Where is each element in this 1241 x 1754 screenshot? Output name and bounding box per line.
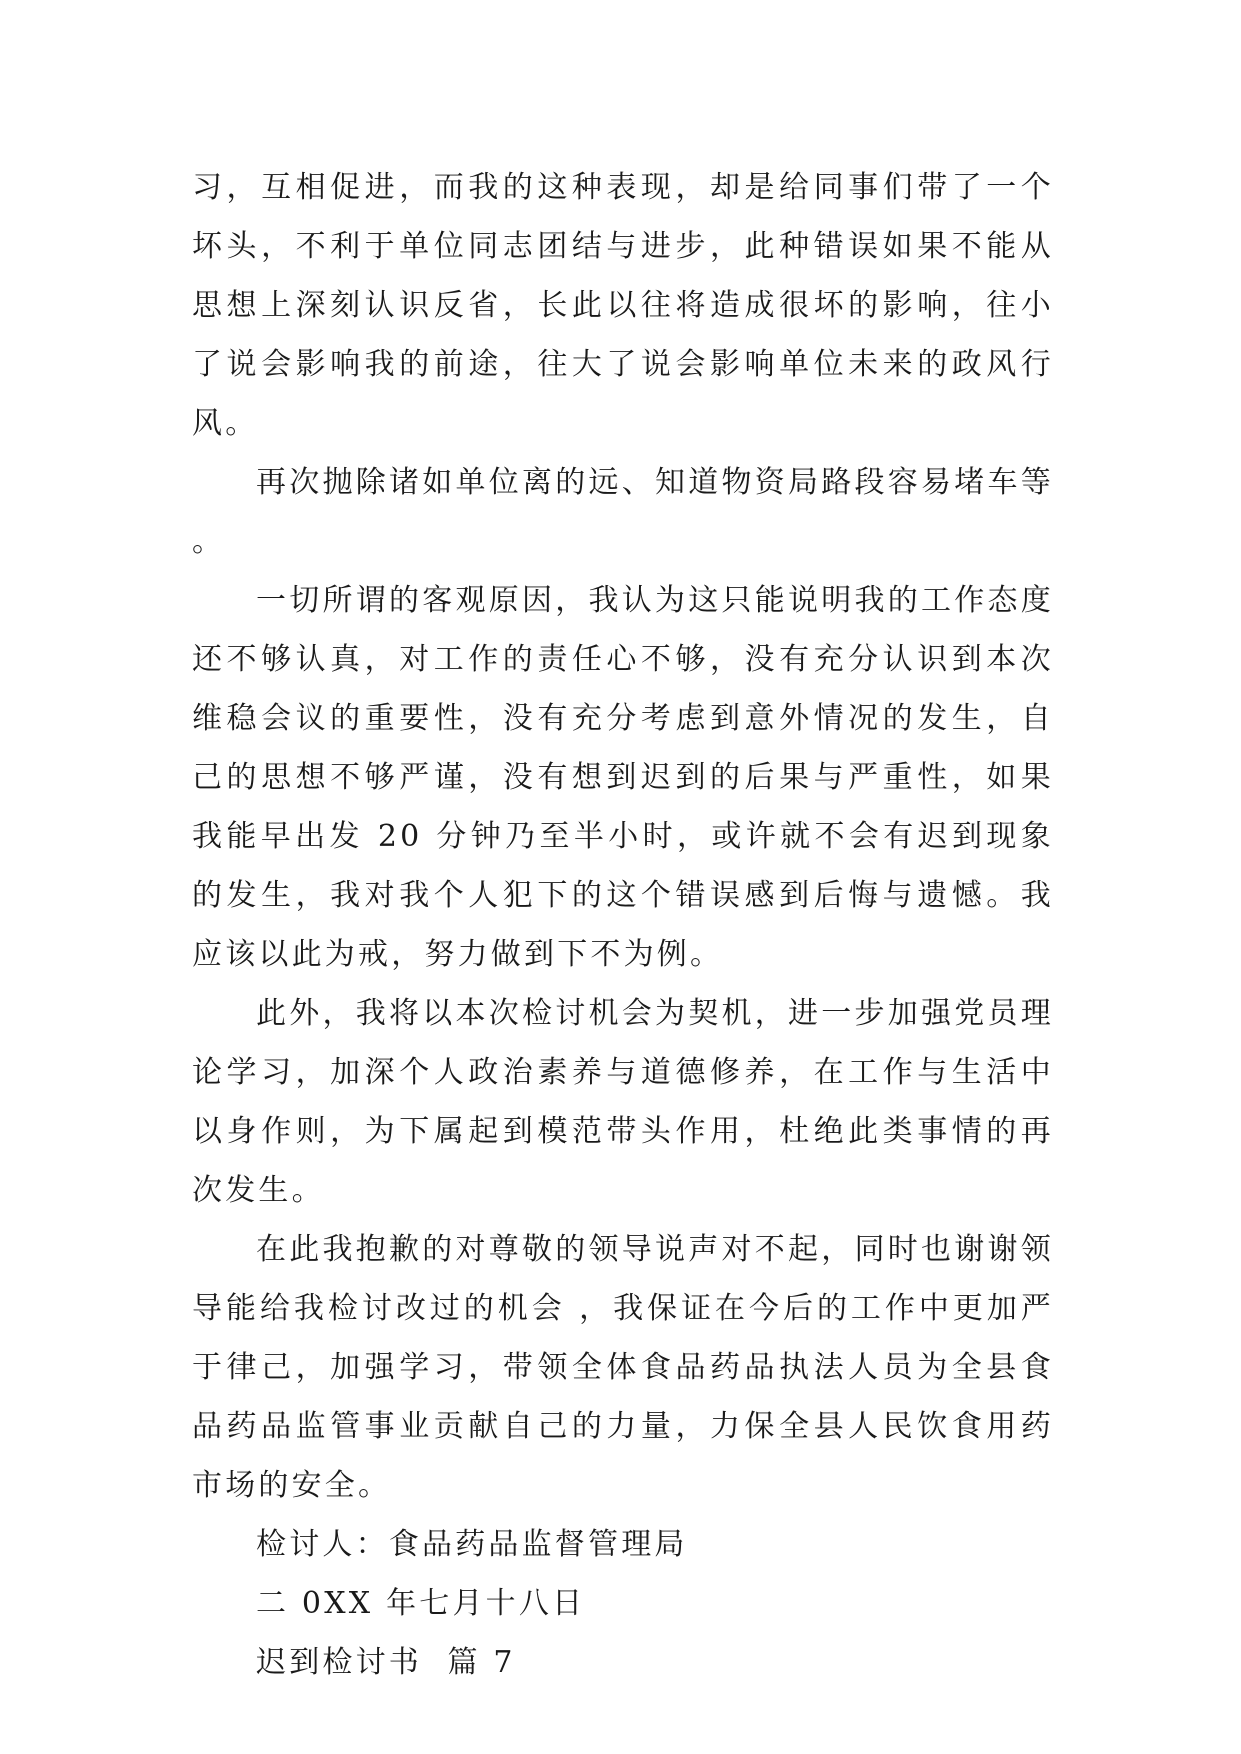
document-body <box>192 158 1054 1692</box>
paragraph-excuses: 再次抛除诸如单位离的远、知道物资局路段容易堵车等。 <box>192 465 1054 559</box>
paragraph-apology: 在此我抱歉的对尊敬的领导说声对不起，同时也谢谢领导能给我检讨改过的机会 ，我保证在今后的工作中更加严于律己，加强学习，带领全体食品药品执法人员为全县食品药品监管事业贡献自己的力量，力保全县人民饮食用药市场的安全。 <box>192 1232 1054 1503</box>
signature-line: 检讨人：食品药品监督管理局 <box>256 1527 688 1562</box>
date-line: 二 0XX 年七月十八日 <box>256 1586 586 1621</box>
next-section-heading: 迟到检讨书 篇 7 <box>256 1645 516 1680</box>
paragraph-continuation: 习，互相促进，而我的这种表现，却是给同事们带了一个坏头，不利于单位同志团结与进步，此种错误如果不能从思想上深刻认识反省，长此以往将造成很坏的影响，往小了说会影响我的前途，往大了说会影响单位未来的政风行风。 <box>192 170 1054 441</box>
paragraph-commitment: 此外，我将以本次检讨机会为契机，进一步加强党员理论学习，加深个人政治素养与道德修养，在工作与生活中以身作则，为下属起到模范带头作用，杜绝此类事情的再次发生。 <box>192 996 1054 1208</box>
paragraph-reflection: 一切所谓的客观原因，我认为这只能说明我的工作态度还不够认真，对工作的责任心不够，没有充分认识到本次维稳会议的重要性，没有充分考虑到意外情况的发生，自己的思想不够严谨，没有想到迟到的后果与严重性，如果我能早出发 20 分钟乃至半小时，或许就不会有迟到现象的发生，我对我个人犯下的这个错误感到后悔与遗憾。我应该以此为戒，努力做到下不为例。 <box>192 583 1054 972</box>
